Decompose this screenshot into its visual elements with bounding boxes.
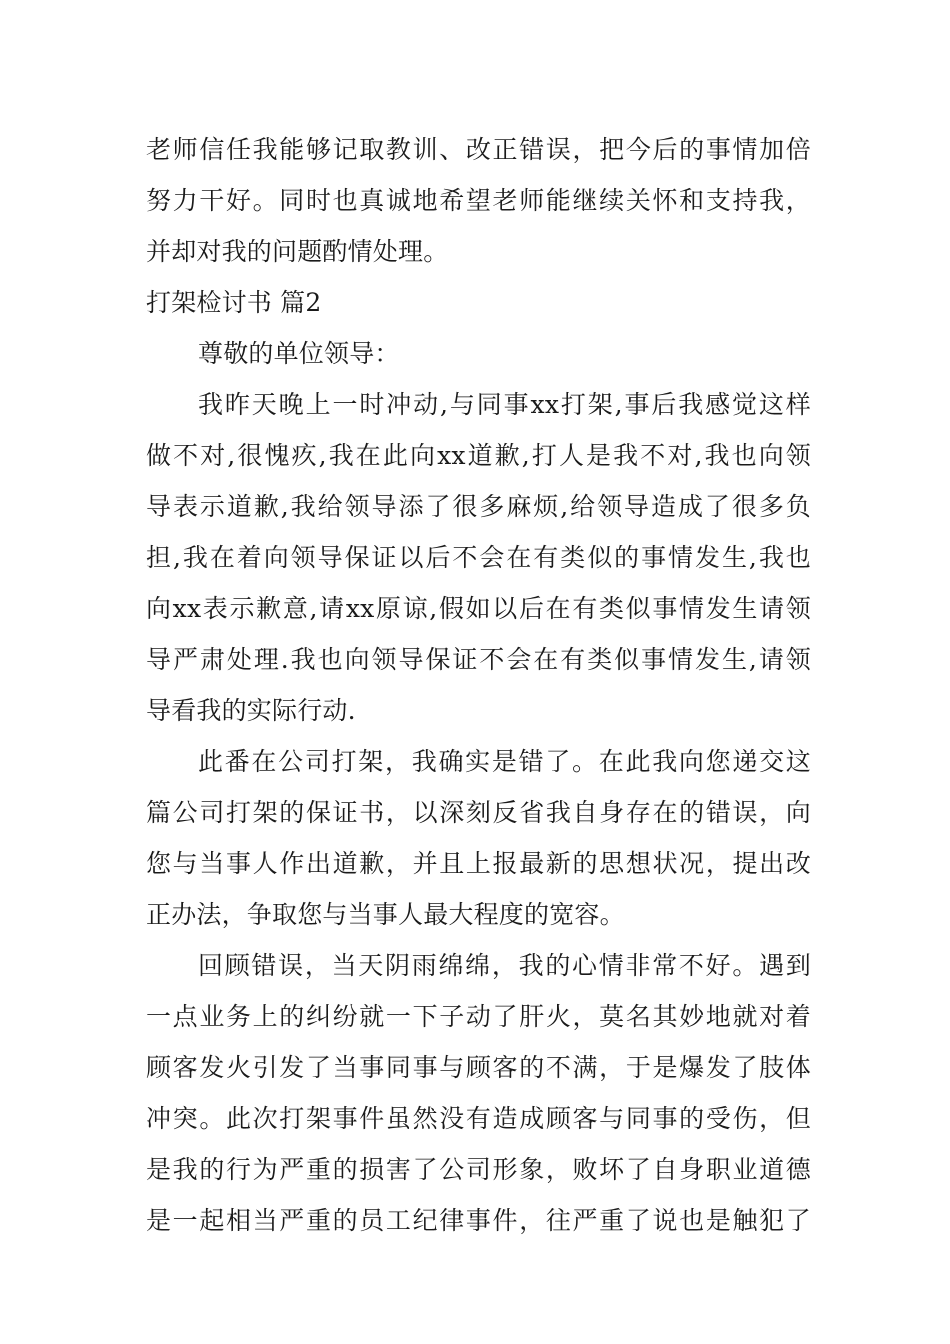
text-line: 老师信任我能够记取教训、改正错误，把今后的事情加倍 xyxy=(146,135,811,164)
text-line: 努力干好。同时也真诚地希望老师能继续关怀和支持我， xyxy=(146,186,811,215)
text-line: 冲突。此次打架事件虽然没有造成顾客与同事的受伤，但 xyxy=(146,1104,811,1133)
section-heading: 打架检讨书 篇2 xyxy=(146,288,322,317)
text-line: 您与当事人作出道歉，并且上报最新的思想状况，提出改 xyxy=(146,849,811,878)
salutation: 尊敬的单位领导： xyxy=(198,339,400,368)
text-line: 是我的行为严重的损害了公司形象，败坏了自身职业道德 xyxy=(146,1155,811,1184)
text-line: 顾客发火引发了当事同事与顾客的不满，于是爆发了肢体 xyxy=(146,1053,811,1082)
text-line: 一点业务上的纠纷就一下子动了肝火，莫名其妙地就对着 xyxy=(146,1002,811,1031)
text-line: 导表示道歉,我给领导添了很多麻烦,给领导造成了很多负 xyxy=(146,492,811,521)
text-line: 导严肃处理.我也向领导保证不会在有类似事情发生,请领 xyxy=(146,645,811,674)
text-line: 导看我的实际行动. xyxy=(146,696,356,725)
text-line: 向xx表示歉意,请xx原谅,假如以后在有类似事情发生请领 xyxy=(146,594,811,623)
text-line: 是一起相当严重的员工纪律事件，往严重了说也是触犯了 xyxy=(146,1206,811,1235)
text-line: 正办法，争取您与当事人最大程度的宽容。 xyxy=(146,900,625,929)
text-line: 此番在公司打架，我确实是错了。在此我向您递交这 xyxy=(198,747,811,776)
text-line: 做不对,很愧疚,我在此向xx道歉,打人是我不对,我也向领 xyxy=(146,441,811,470)
text-line: 并却对我的问题酌情处理。 xyxy=(146,237,449,266)
text-line: 篇公司打架的保证书，以深刻反省我自身存在的错误，向 xyxy=(146,798,811,827)
text-line: 回顾错误，当天阴雨绵绵，我的心情非常不好。遇到 xyxy=(198,951,811,980)
text-line: 我昨天晚上一时冲动,与同事xx打架,事后我感觉这样 xyxy=(198,390,811,419)
text-line: 担,我在着向领导保证以后不会在有类似的事情发生,我也 xyxy=(146,543,811,572)
